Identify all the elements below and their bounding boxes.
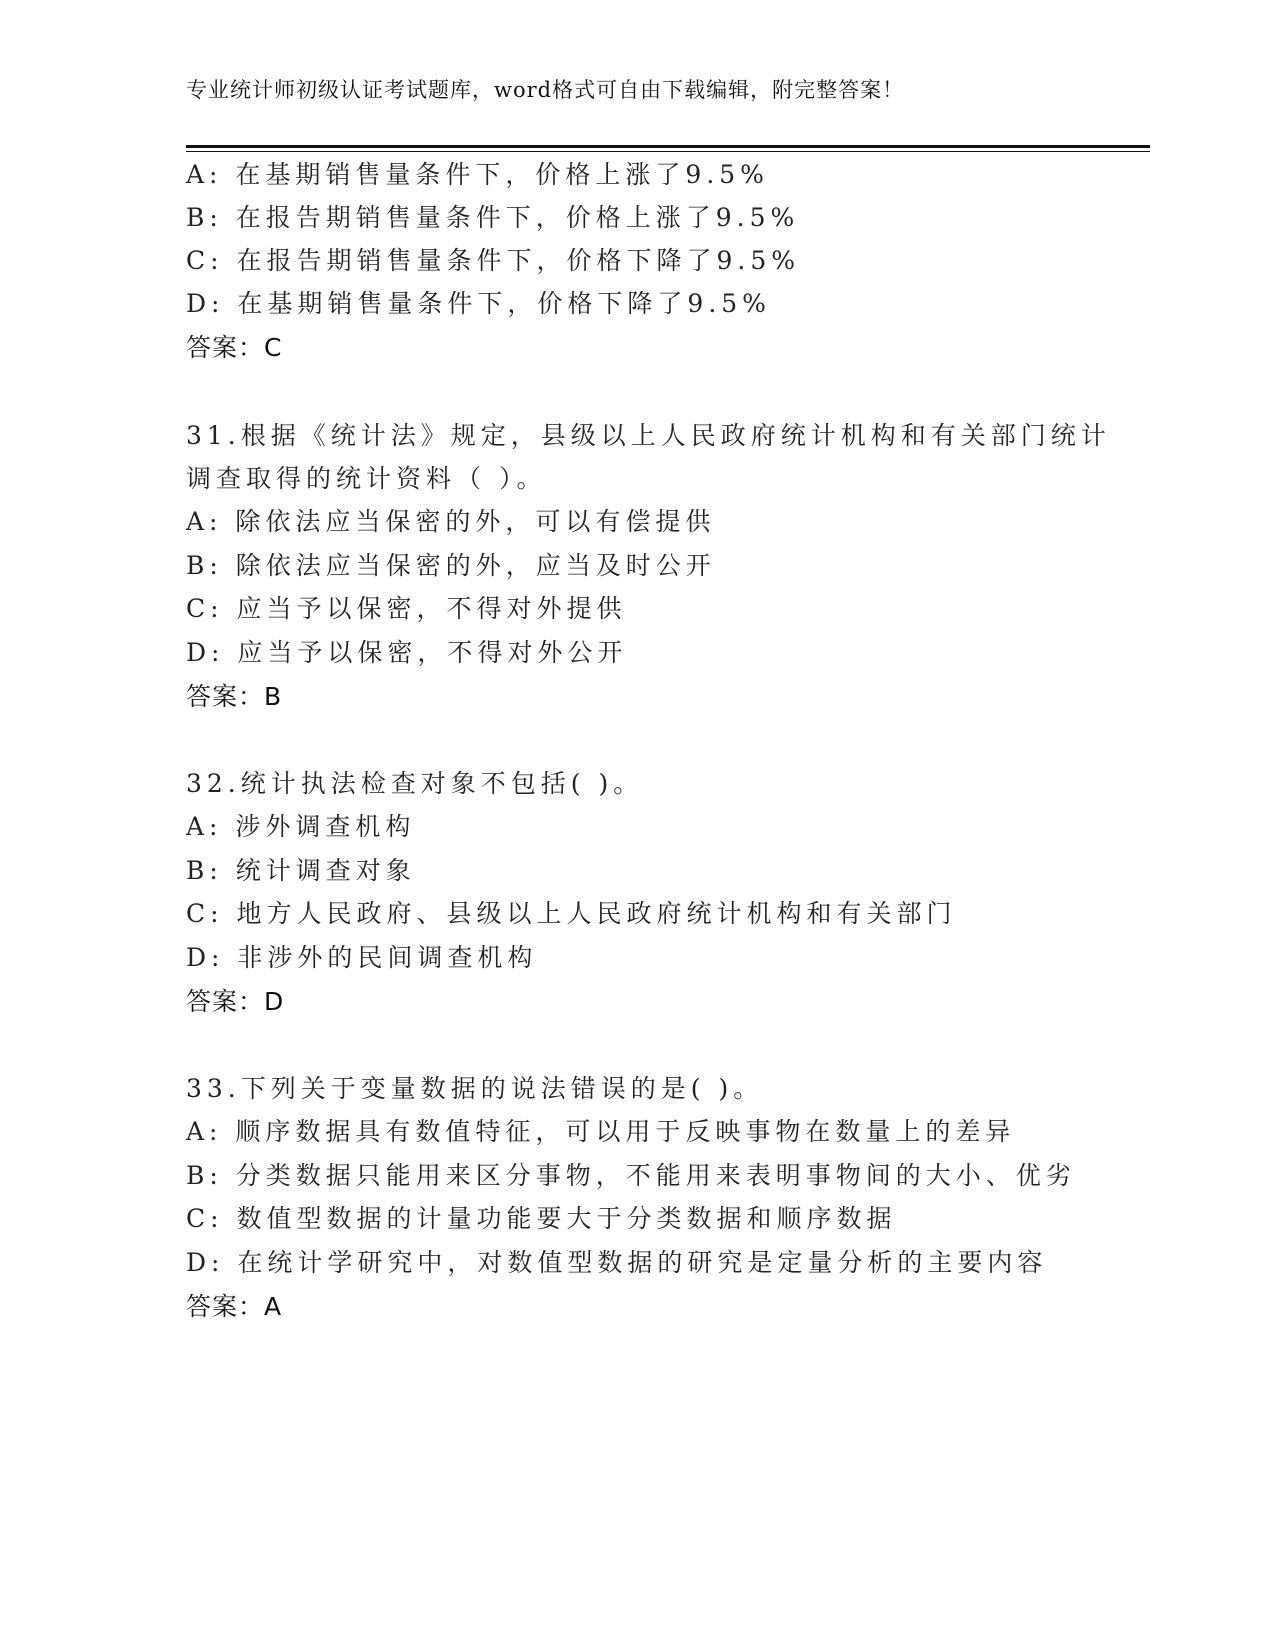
q30-option-b: B: 在报告期销售量条件下，价格上涨了9.5% — [186, 203, 800, 232]
q33-option-b: B: 分类数据只能用来区分事物，不能用来表明事物间的大小、优劣 — [186, 1161, 1076, 1190]
q30-option-d: D: 在基期销售量条件下，价格下降了9.5% — [186, 289, 771, 318]
q31-option-d: D: 应当予以保密，不得对外公开 — [186, 638, 628, 667]
q33-answer: 答案：A — [186, 1292, 283, 1321]
header-divider-thin — [186, 151, 1150, 152]
q31-option-b: B: 除依法应当保密的外，应当及时公开 — [186, 551, 716, 580]
q32-answer: 答案：D — [186, 987, 285, 1016]
q31-answer: 答案：B — [186, 682, 283, 711]
q30-option-a: A: 在基期销售量条件下，价格上涨了9.5% — [186, 160, 769, 189]
q33-stem: 33.下列关于变量数据的说法错误的是( )。 — [186, 1074, 764, 1103]
page-header: 专业统计师初级认证考试题库，word格式可自由下载编辑，附完整答案！ — [186, 78, 905, 102]
q32-option-a: A: 涉外调查机构 — [186, 812, 416, 841]
q30-option-c: C: 在报告期销售量条件下，价格下降了9.5% — [186, 246, 801, 275]
q33-option-c: C: 数值型数据的计量功能要大于分类数据和顺序数据 — [186, 1204, 897, 1233]
q30-answer: 答案：C — [186, 333, 283, 362]
q33-option-d: D: 在统计学研究中，对数值型数据的研究是定量分析的主要内容 — [186, 1248, 1048, 1277]
q32-option-b: B: 统计调查对象 — [186, 856, 416, 885]
q32-option-d: D: 非涉外的民间调查机构 — [186, 943, 538, 972]
q31-option-a: A: 除依法应当保密的外，可以有偿提供 — [186, 507, 716, 536]
q31-stem-line2: 调查取得的统计资料（ ）。 — [186, 464, 547, 493]
header-divider-thick — [186, 145, 1150, 148]
q31-stem-line1: 31.根据《统计法》规定，县级以上人民政府统计机构和有关部门统计 — [186, 421, 1111, 450]
q31-option-c: C: 应当予以保密，不得对外提供 — [186, 594, 627, 623]
q32-option-c: C: 地方人民政府、县级以上人民政府统计机构和有关部门 — [186, 899, 957, 928]
q33-option-a: A: 顺序数据具有数值特征，可以用于反映事物在数量上的差异 — [186, 1117, 1016, 1146]
q32-stem: 32.统计执法检查对象不包括( )。 — [186, 769, 644, 798]
